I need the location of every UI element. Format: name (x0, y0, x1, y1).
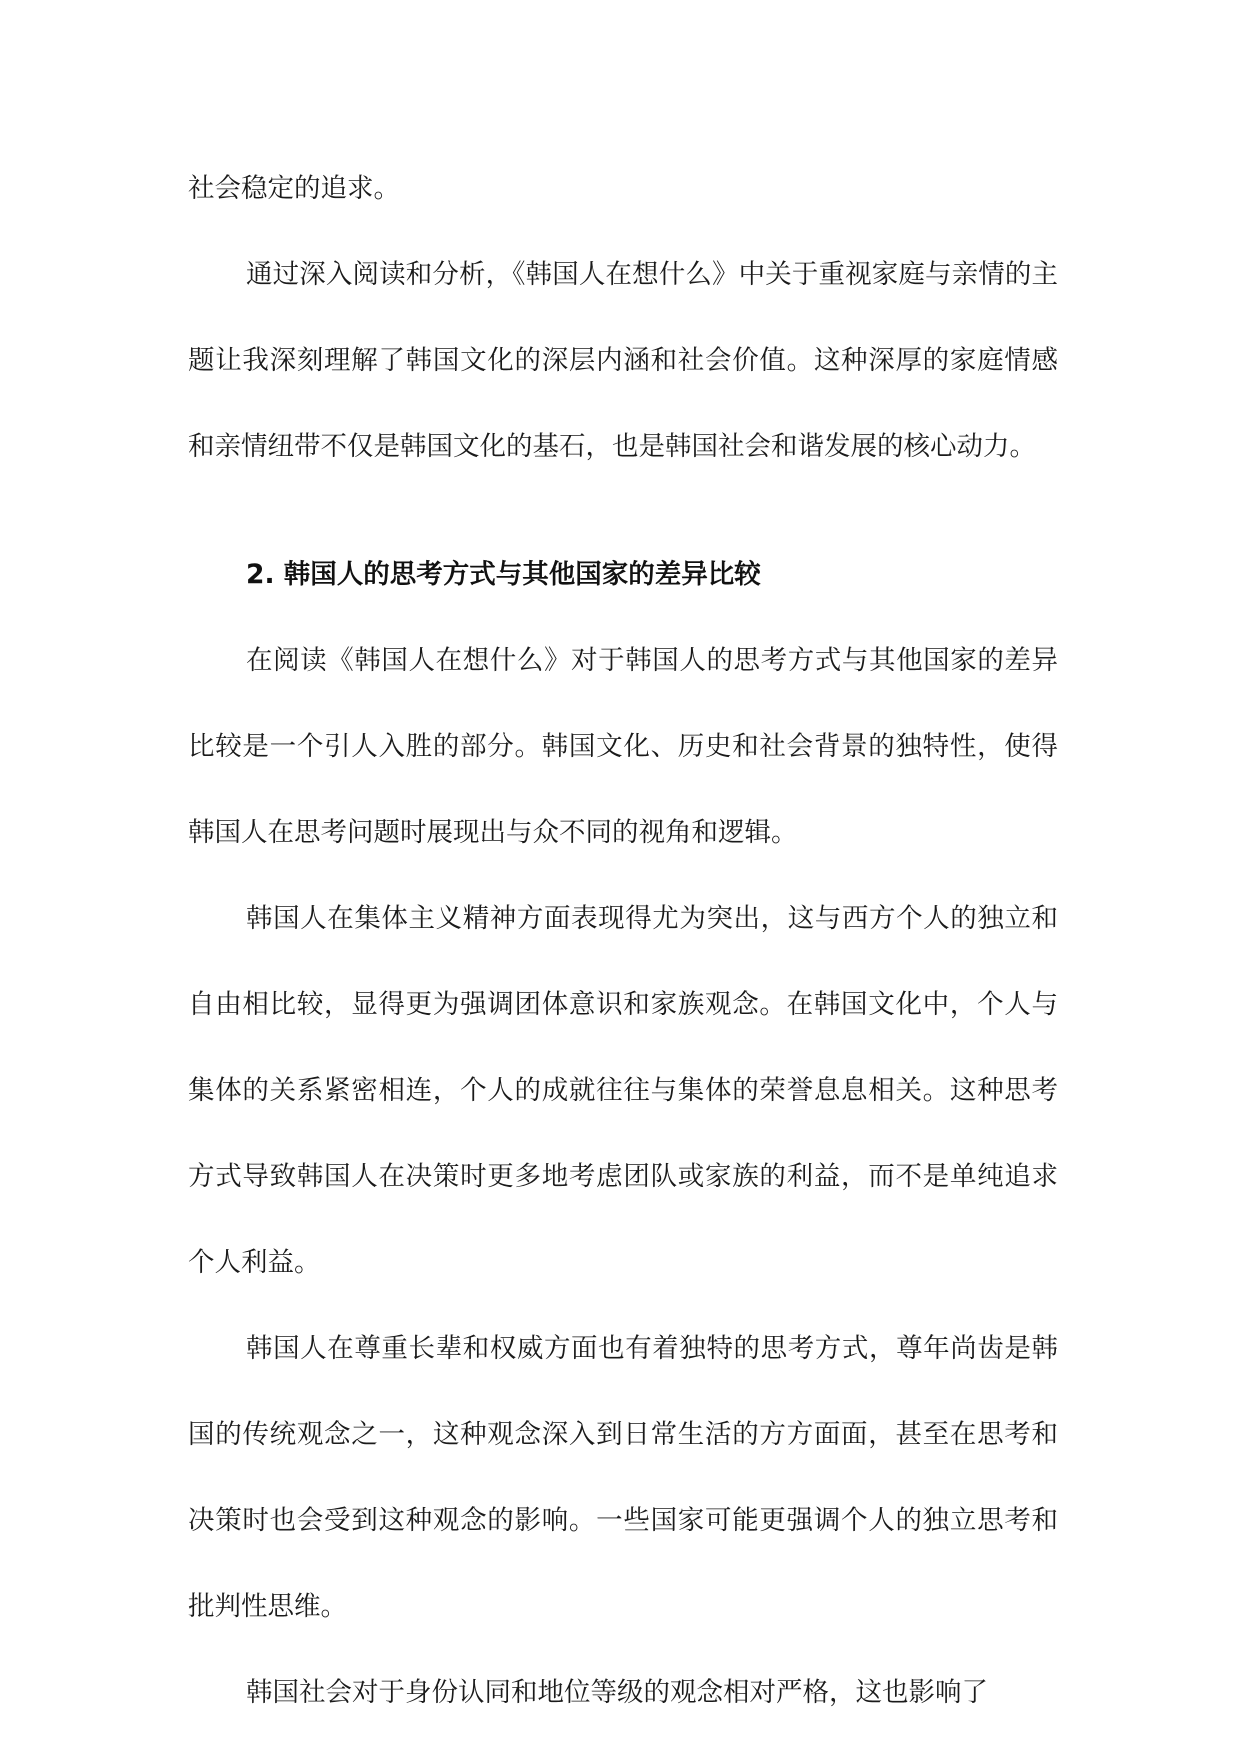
document-page (188, 146, 1058, 1736)
paragraph-family-summary: 通过深入阅读和分析，《韩国人在想什么》中关于重视家庭与亲情的主题让我深刻理解了韩国文化的深层内涵和社会价值。这种深厚的家庭情感和亲情纽带不仅是韩国文化的基石，也是韩国社会和谐发展的核心动力。 (188, 259, 1058, 462)
paragraph-social-status: 韩国社会对于身份认同和地位等级的观念相对严格，这也影响了 (246, 1677, 988, 1708)
paragraph-collectivism: 韩国人在集体主义精神方面表现得尤为突出，这与西方个人的独立和自由相比较，显得更为强调团体意识和家族观念。在韩国文化中，个人与集体的关系紧密相连，个人的成就往往与集体的荣誉息息相关。这种思考方式导致韩国人在决策时更多地考虑团队或家族的利益，而不是单纯追求个人利益。 (188, 903, 1058, 1278)
paragraph-respect-elders: 韩国人在尊重长辈和权威方面也有着独特的思考方式，尊年尚齿是韩国的传统观念之一，这种观念深入到日常生活的方方面面，甚至在思考和决策时也会受到这种观念的影响。一些国家可能更强调个人的独立思考和批判性思维。 (188, 1333, 1058, 1622)
paragraph-thinking-intro: 在阅读《韩国人在想什么》对于韩国人的思考方式与其他国家的差异比较是一个引人入胜的部分。韩国文化、历史和社会背景的独特性，使得韩国人在思考问题时展现出与众不同的视角和逻辑。 (188, 645, 1058, 848)
paragraph-continuation: 社会稳定的追求。 (188, 173, 400, 204)
section-heading: 2. 韩国人的思考方式与其他国家的差异比较 (246, 559, 761, 590)
